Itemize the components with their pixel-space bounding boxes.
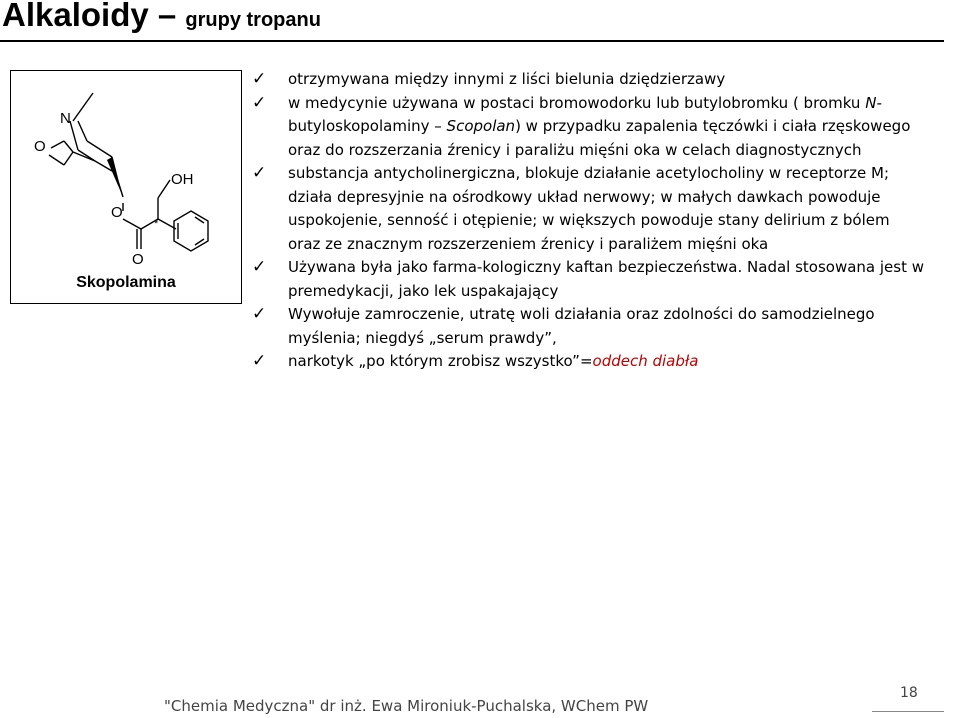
bullet-run: substancja antycholinergiczna, blokuje działanie acetylocholiny w receptorze M; działa depresyjnie na ośrodkowy układ nerwowy; w małych dawkach powoduje uspokojenie, senność i otępienie; w większych powoduje stany delirium z bólem oraz ze znacznym rozszerzeniem źrenicy i paraliżem mięśni oka [288, 164, 890, 253]
bullet-text [288, 352, 698, 370]
footer-credit: "Chemia Medyczna" dr inż. Ewa Mironiuk-Puchalska, WChem PW [164, 697, 649, 715]
checkmark-icon: ✓ [252, 163, 267, 183]
bullet-run: Scopolan [446, 117, 516, 135]
stereo-star: * [154, 218, 159, 230]
checkmark-icon: ✓ [252, 92, 267, 113]
bullet-item [252, 256, 958, 303]
atom-o-epoxide: O [34, 138, 46, 155]
scopolamine-structure [11, 71, 241, 303]
structure-name: Skopolamina [76, 274, 176, 291]
page-number: 18 [900, 685, 918, 701]
bullet-run: Wywołuje zamroczenie, utratę woli działania oraz zdolności do samodzielnego myślenia; niegdyś „serum prawdy”, [288, 305, 875, 347]
bullet-item [252, 350, 958, 374]
atom-oh: OH [171, 171, 194, 188]
bullet-list [252, 68, 958, 374]
bullet-text [288, 70, 725, 88]
bullet-run: N- [865, 93, 882, 112]
bullet-run: butyloskopolaminy – [288, 117, 442, 135]
slide-title [2, 0, 321, 34]
checkmark-icon: ✓ [252, 69, 267, 89]
checkmark-icon: ✓ [252, 257, 267, 277]
bullet-text [288, 164, 890, 253]
bullet-item [252, 68, 958, 92]
title-sub: grupy tropanu [185, 9, 321, 31]
checkmark-icon: ✓ [252, 304, 267, 324]
bullet-run: narkotyk „po którym zrobisz wszystko”= [288, 352, 593, 370]
structure-panel [10, 70, 242, 304]
checkmark-icon: ✓ [252, 351, 267, 371]
highlight-text: oddech diabła [592, 352, 699, 370]
bullet-item [252, 303, 958, 350]
bullet-text [288, 258, 924, 300]
bullet-run: w medycynie używana w postaci bromowodorku lub butylobromku ( bromku [288, 93, 866, 112]
bullet-run: ) w przypadku zapalenia tęczówki i ciała rzęskowego oraz do rozszerzania źrenicy i paraliżu mięśni oka w celach diagnostycznych [288, 117, 911, 159]
bullet-run: Używana była jako farma-kologiczny kaftan bezpieczeństwa. Nadal stosowana jest w premedykacji, jako lek uspakajający [288, 258, 925, 300]
title-underline [0, 40, 944, 42]
bullet-item [252, 92, 958, 163]
atom-o-carbonyl: O [132, 251, 144, 268]
title-main: Alkaloidy – [2, 0, 186, 33]
page-number-rule [872, 711, 944, 712]
bullet-text [288, 94, 910, 159]
atom-o-ester: O [111, 204, 123, 221]
bullet-item [252, 162, 958, 256]
bullet-text [288, 305, 875, 347]
bullet-run: otrzymywana między innymi z liści bielunia dziędzierzawy [288, 70, 726, 88]
atom-n: N [60, 110, 71, 127]
